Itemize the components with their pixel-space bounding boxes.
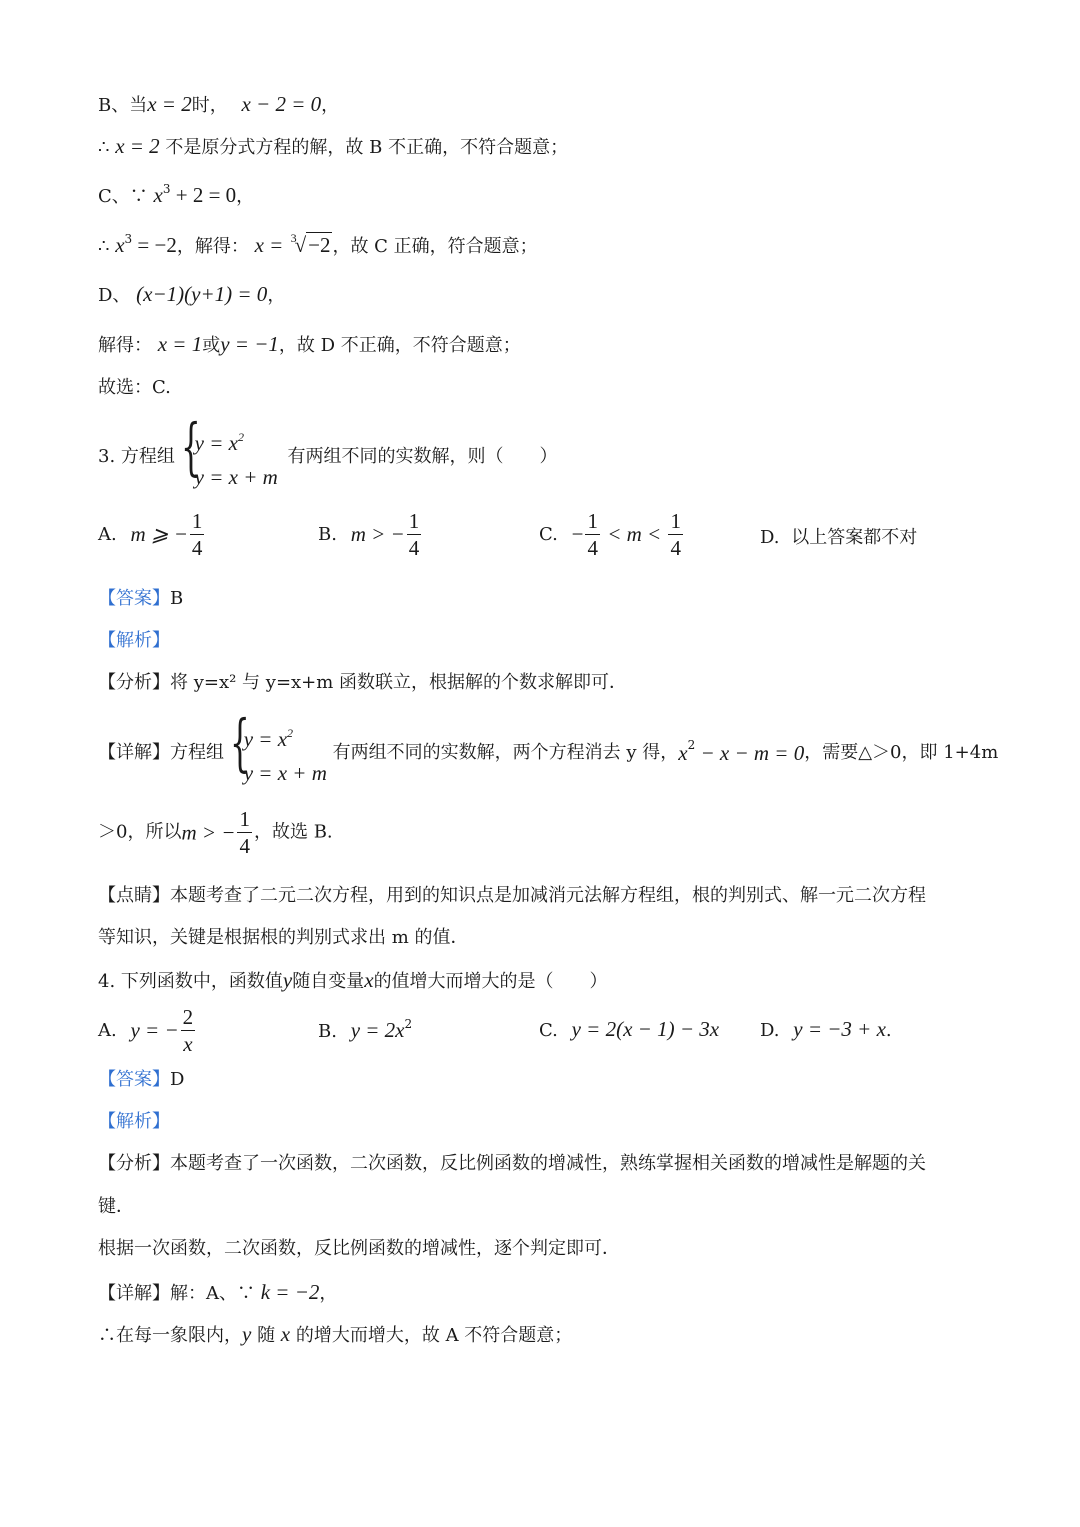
fraction: $\frac{2}{x}$ bbox=[182, 1005, 194, 1056]
q3-xiangjie-continued: ＞0，所以m > − $\frac{1}{4}$ ，故选 B. bbox=[98, 807, 333, 858]
equation-system: { $y = x^2$ y = x + m bbox=[229, 706, 327, 785]
q3-analysis-heading: 【解析】 bbox=[98, 630, 170, 651]
line-c-conclusion: ∴ $x^3 = -2$，解得： x = $^3$√−2 ，故 C 正确，符合题意； bbox=[98, 227, 538, 260]
q4-option-d: D. y = −3 + x. bbox=[760, 1017, 892, 1041]
q4-answer: 【答案】D bbox=[98, 1069, 185, 1090]
q3-answer: 【答案】B bbox=[98, 588, 184, 609]
q4-fenxi-line1: 【分析】本题考查了一次函数，二次函数，反比例函数的增减性，熟练掌握相关函数的增减性是解题的关 bbox=[98, 1153, 926, 1174]
q3-xiangjie: 【详解】方程组 { $y = x^2$ y = x + m 有两组不同的实数解，两个方程消去 y 得，$x^2 - x - m = 0$，需要△＞0，即 1+4m bbox=[98, 716, 998, 790]
q3-dianjing-line2: 等知识，关键是根据根的判别式求出 m 的值． bbox=[98, 927, 469, 948]
q4-analysis-heading: 【解析】 bbox=[98, 1111, 170, 1132]
q4-xiangjie-line2: ∴在每一象限内，y 随 x 的增大而增大，故 A 不符合题意； bbox=[98, 1322, 573, 1346]
q3-dianjing-line1: 【点睛】本题考查了二元二次方程，用到的知识点是加减消元法解方程组，根的判别式、解一元二次方程 bbox=[98, 885, 926, 906]
equation-system: { $y = x^2$ y = x + m bbox=[180, 410, 278, 489]
line-d-conclusion: 解得： x = 1或y = −1，故 D 不正确，不符合题意； bbox=[98, 332, 521, 356]
q3-option-a: A. m ⩾ − $\frac{1}{4}$ bbox=[98, 509, 203, 560]
fraction: $\frac{1}{4}$ bbox=[191, 509, 203, 560]
fraction: $\frac{1}{4}$ bbox=[587, 509, 598, 560]
q3-option-b: B. m > − $\frac{1}{4}$ bbox=[318, 509, 420, 560]
q4-option-c: C. y = 2(x − 1) − 3x bbox=[539, 1017, 720, 1041]
line-b-conclusion: ∴ x = 2 不是原分式方程的解，故 B 不正确，不符合题意； bbox=[98, 134, 569, 158]
q3-option-d: D. 以上答案都不对 bbox=[760, 527, 918, 548]
line-c-condition: C、∵ $x^3 + 2 = 0$， bbox=[98, 182, 255, 207]
q3-option-c: C. − $\frac{1}{4}$ < m < $\frac{1}{4}$ bbox=[539, 509, 681, 560]
q3-fenxi: 【分析】将 y=x² 与 y=x+m 函数联立，根据解的个数求解即可． bbox=[98, 672, 628, 693]
q4-option-a: A. y = − $\frac{2}{x}$ bbox=[98, 1005, 194, 1056]
line-d-condition: D、 (x−1)(y+1) = 0， bbox=[98, 282, 286, 306]
question-4-stem: 4. 下列函数中，函数值y随自变量x的值增大而增大的是（ ） bbox=[98, 968, 608, 992]
line-b-condition: B、当x = 2时， x − 2 = 0， bbox=[98, 92, 340, 116]
q4-xiangjie: 【详解】解：A、∵ k = −2， bbox=[98, 1280, 338, 1304]
cube-root: $^3$√−2 bbox=[290, 231, 331, 257]
q4-option-b: B. $y = 2x^2$ bbox=[318, 1017, 413, 1042]
line-choose-c: 故选：C. bbox=[98, 377, 171, 398]
fraction: $\frac{1}{4}$ bbox=[670, 509, 681, 560]
q4-fenxi-line2: 键． bbox=[98, 1196, 134, 1217]
question-3-stem: 3. 方程组 { $y = x^2$ y = x + m 有两组不同的实数解，则（ ） bbox=[98, 420, 558, 494]
fraction: $\frac{1}{4}$ bbox=[408, 509, 420, 560]
fraction: $\frac{1}{4}$ bbox=[239, 807, 250, 858]
q4-fenxi-line3: 根据一次函数，二次函数，反比例函数的增减性，逐个判定即可． bbox=[98, 1238, 620, 1259]
